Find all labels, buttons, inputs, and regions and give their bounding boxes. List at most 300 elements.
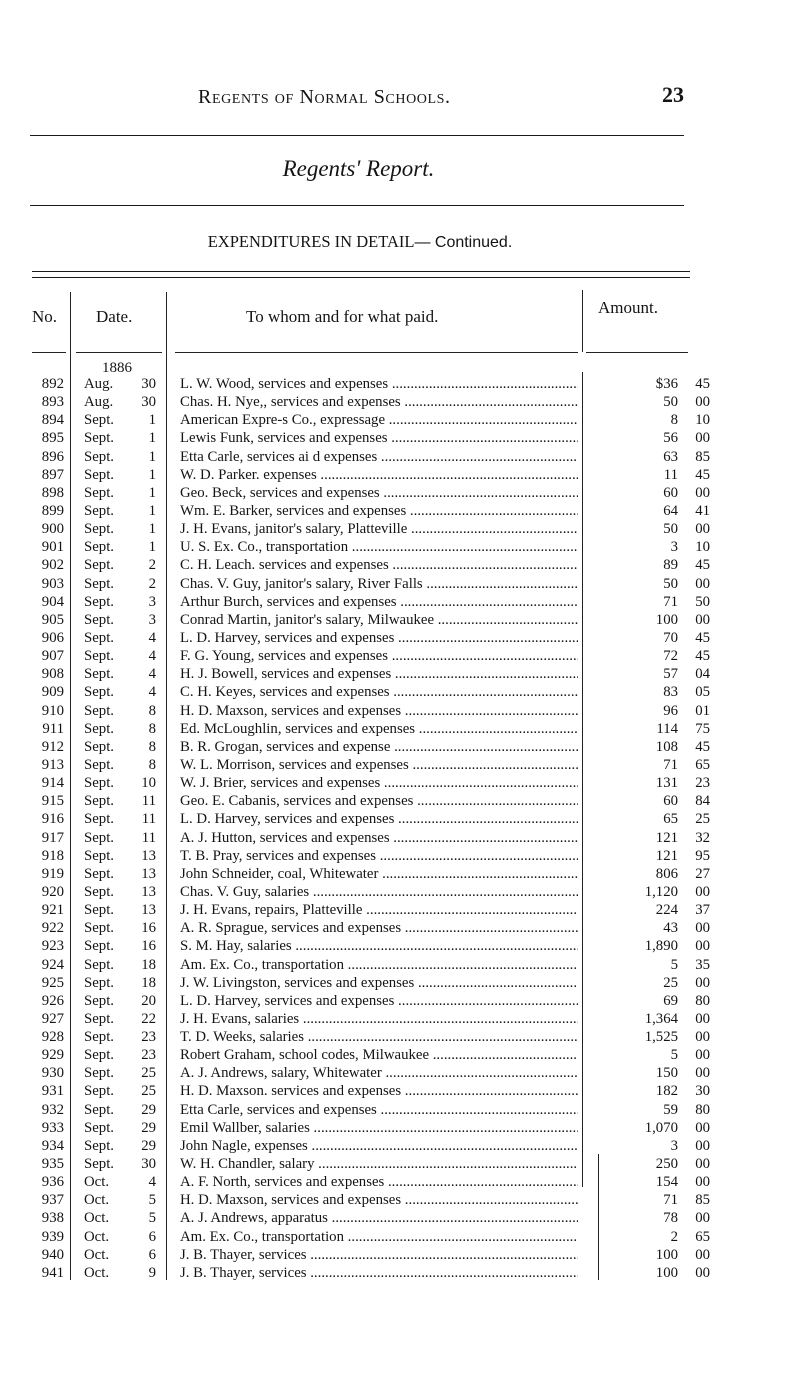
- entry-month: Sept.: [84, 629, 115, 646]
- entry-month: Sept.: [84, 992, 115, 1009]
- entry-month: Sept.: [84, 430, 115, 447]
- entry-dollars: 224: [655, 902, 678, 919]
- header-underline: [175, 352, 578, 353]
- entry-day: 1: [148, 466, 156, 483]
- entry-dollars: 100: [655, 1246, 678, 1263]
- entry-payee: T. B. Pray, services and expenses .....: [180, 847, 578, 865]
- entry-day: 23: [141, 1029, 156, 1046]
- entry-cents: 00: [695, 1246, 710, 1263]
- entry-payee: J. H. Evans, repairs, Platteville .....: [180, 901, 578, 919]
- entry-dollars: 60: [663, 484, 678, 501]
- entry-month: Sept.: [84, 720, 115, 737]
- entry-payee: C. H. Leach. services and expenses .....: [180, 556, 578, 574]
- entry-day: 13: [141, 865, 156, 882]
- entry-dollars: 83: [663, 684, 678, 701]
- entry-cents: 85: [695, 1192, 710, 1209]
- entry-number: 922: [41, 920, 64, 937]
- entry-cents: 80: [695, 992, 710, 1009]
- entry-month: Oct.: [84, 1210, 110, 1227]
- entry-day: 8: [148, 738, 156, 755]
- entry-payee: B. R. Grogan, services and expense .....: [180, 738, 578, 756]
- entry-number: 906: [41, 629, 64, 646]
- entry-cents: 00: [695, 1174, 710, 1191]
- entry-dollars: $36: [655, 376, 678, 392]
- entry-day: 20: [141, 992, 156, 1009]
- entry-cents: 37: [695, 902, 710, 919]
- entry-dollars: 69: [663, 992, 678, 1009]
- entry-month: Sept.: [84, 883, 115, 900]
- section-title: Regents' Report.: [282, 156, 435, 181]
- entry-month: Sept.: [84, 611, 115, 628]
- entry-number: 919: [41, 865, 64, 882]
- entry-payee: J. H. Evans, janitor's salary, Platteville .....: [180, 520, 578, 538]
- entry-month: Sept.: [84, 1119, 115, 1136]
- table-row: [0, 901, 797, 919]
- entry-month: Sept.: [84, 938, 115, 955]
- entry-cents: 23: [695, 775, 710, 792]
- column-header-payee: To whom and for what paid.: [246, 307, 439, 326]
- entry-payee: Chas. H. Nye,, services and expenses .....: [180, 393, 578, 411]
- table-row: [0, 810, 797, 828]
- entry-payee: H. D. Maxson. services and expenses .....: [180, 1082, 578, 1100]
- entry-cents: 25: [695, 811, 710, 828]
- table-row: [0, 411, 797, 429]
- entry-cents: 80: [695, 1101, 710, 1118]
- entry-payee: U. S. Ex. Co., transportation .....: [180, 538, 578, 556]
- entry-cents: 10: [695, 539, 710, 556]
- entry-month: Oct.: [84, 1192, 110, 1209]
- entry-cents: 65: [695, 1228, 710, 1245]
- entry-number: 900: [41, 521, 64, 538]
- table-row: [0, 1173, 797, 1191]
- entry-dollars: 3: [670, 1137, 678, 1154]
- entry-number: 915: [41, 793, 64, 810]
- entry-number: 939: [41, 1228, 64, 1245]
- entry-dollars: 121: [655, 847, 678, 864]
- entry-month: Sept.: [84, 1065, 115, 1082]
- entry-dollars: 96: [663, 702, 678, 719]
- entry-month: Sept.: [84, 1047, 115, 1064]
- entry-dollars: 3: [670, 539, 678, 556]
- table-row: [0, 1082, 797, 1100]
- entry-number: 918: [41, 847, 64, 864]
- table-row: [0, 556, 797, 574]
- table-top-rule: [32, 277, 690, 278]
- entry-cents: 45: [695, 557, 710, 574]
- entry-payee: H. J. Bowell, services and expenses .....: [180, 665, 578, 683]
- table-top-rule: [32, 271, 690, 272]
- entry-payee: Ed. McLoughlin, services and expenses .....: [180, 720, 578, 738]
- table-row: [0, 937, 797, 955]
- table-row: [0, 575, 797, 593]
- table-row: [0, 1228, 797, 1246]
- entry-number: 895: [41, 430, 64, 447]
- entry-day: 13: [141, 847, 156, 864]
- entry-payee: J. B. Thayer, services .....: [180, 1246, 578, 1264]
- column-header-date: Date.: [96, 307, 133, 326]
- entry-number: 926: [41, 992, 64, 1009]
- entry-day: 6: [148, 1246, 156, 1263]
- entry-payee: L. D. Harvey, services and expenses .....: [180, 992, 578, 1010]
- entry-dollars: 1,070: [644, 1119, 678, 1136]
- entry-number: 897: [41, 466, 64, 483]
- table-row: [0, 1191, 797, 1209]
- entry-payee: American Expre-s Co., expressage .....: [180, 411, 578, 429]
- entry-number: 913: [41, 756, 64, 773]
- entry-payee: Geo. Beck, services and expenses .....: [180, 484, 578, 502]
- table-row: [0, 883, 797, 901]
- entry-number: 938: [41, 1210, 64, 1227]
- entry-day: 1: [148, 412, 156, 429]
- table-row: [0, 829, 797, 847]
- entry-month: Sept.: [84, 575, 115, 592]
- entry-dollars: 5: [670, 956, 678, 973]
- table-row: [0, 738, 797, 756]
- entry-number: 908: [41, 666, 64, 683]
- column-divider: [582, 290, 583, 352]
- header-underline: [76, 352, 162, 353]
- entry-dollars: 72: [663, 648, 678, 665]
- entry-cents: 00: [695, 1156, 710, 1173]
- table-row: [0, 1137, 797, 1155]
- entry-day: 1: [148, 484, 156, 501]
- entry-dollars: 182: [655, 1083, 678, 1100]
- entry-payee: L. D. Harvey, services and expenses .....: [180, 629, 578, 647]
- table-row: [0, 393, 797, 411]
- table-row: [0, 466, 797, 484]
- entry-day: 16: [141, 938, 156, 955]
- entry-month: Sept.: [84, 738, 115, 755]
- entry-cents: 00: [695, 920, 710, 937]
- entry-number: 930: [41, 1065, 64, 1082]
- entry-dollars: 806: [655, 865, 678, 882]
- entry-payee: W. L. Morrison, services and expenses .....: [180, 756, 578, 774]
- running-head: [0, 82, 797, 112]
- entry-payee: C. H. Keyes, services and expenses .....: [180, 683, 578, 701]
- table-row: [0, 702, 797, 720]
- entry-dollars: 71: [663, 756, 678, 773]
- entry-day: 11: [141, 793, 156, 810]
- entry-payee: H. D. Maxson, services and expenses .....: [180, 1191, 578, 1209]
- table-row: [0, 520, 797, 538]
- entry-cents: 00: [695, 1065, 710, 1082]
- entry-dollars: 64: [663, 502, 678, 519]
- entry-number: 923: [41, 938, 64, 955]
- entry-dollars: 43: [663, 920, 678, 937]
- entry-cents: 00: [695, 430, 710, 447]
- entry-cents: 45: [695, 376, 710, 392]
- entry-dollars: 57: [663, 666, 678, 683]
- entry-payee: Chas. V. Guy, janitor's salary, River Falls .....: [180, 575, 578, 593]
- entry-month: Sept.: [84, 865, 115, 882]
- entry-cents: 45: [695, 648, 710, 665]
- table-row: [0, 792, 797, 810]
- entry-payee: A. F. North, services and expenses .....: [180, 1173, 578, 1191]
- entry-payee: L. D. Harvey, services and expenses .....: [180, 810, 578, 828]
- entry-cents: 10: [695, 412, 710, 429]
- entry-payee: W. J. Brier, services and expenses .....: [180, 774, 578, 792]
- entry-number: 903: [41, 575, 64, 592]
- entry-month: Sept.: [84, 539, 115, 556]
- entry-dollars: 78: [663, 1210, 678, 1227]
- entry-cents: 04: [695, 666, 710, 683]
- entry-month: Sept.: [84, 1010, 115, 1027]
- entry-cents: 50: [695, 593, 710, 610]
- page-number: 23: [662, 82, 684, 107]
- entry-payee: Emil Wallber, salaries .....: [180, 1119, 578, 1137]
- entry-number: 901: [41, 539, 64, 556]
- entry-cents: 05: [695, 684, 710, 701]
- entry-month: Sept.: [84, 1137, 115, 1154]
- entry-cents: 00: [695, 611, 710, 628]
- entry-cents: 32: [695, 829, 710, 846]
- entry-number: 929: [41, 1047, 64, 1064]
- entry-cents: 00: [695, 938, 710, 955]
- divider: [30, 205, 684, 206]
- entry-month: Sept.: [84, 521, 115, 538]
- entry-cents: 95: [695, 847, 710, 864]
- entry-month: Sept.: [84, 775, 115, 792]
- entry-number: 933: [41, 1119, 64, 1136]
- entry-dollars: 70: [663, 629, 678, 646]
- entry-payee: F. G. Young, services and expenses .....: [180, 647, 578, 665]
- entry-number: 934: [41, 1137, 64, 1154]
- entry-number: 935: [41, 1156, 64, 1173]
- entry-cents: 35: [695, 956, 710, 973]
- entry-cents: 00: [695, 575, 710, 592]
- entry-payee: Am. Ex. Co., transportation .....: [180, 1228, 578, 1246]
- header-underline: [32, 352, 66, 353]
- entry-cents: 75: [695, 720, 710, 737]
- entry-day: 1: [148, 539, 156, 556]
- entry-dollars: 25: [663, 974, 678, 991]
- entry-number: 917: [41, 829, 64, 846]
- entry-month: Sept.: [84, 1156, 115, 1173]
- entry-payee: J. H. Evans, salaries .....: [180, 1010, 578, 1028]
- entry-day: 2: [148, 557, 156, 574]
- entry-number: 924: [41, 956, 64, 973]
- column-header-no: No.: [32, 307, 58, 326]
- entry-month: Sept.: [84, 484, 115, 501]
- entry-number: 916: [41, 811, 64, 828]
- table-row: [0, 502, 797, 520]
- entry-number: 909: [41, 684, 64, 701]
- entry-month: Oct.: [84, 1264, 110, 1281]
- entry-cents: 65: [695, 756, 710, 773]
- table-caption-continued: — Continued.: [414, 234, 513, 251]
- entry-dollars: 59: [663, 1101, 678, 1118]
- entry-cents: 27: [695, 865, 710, 882]
- entry-cents: 45: [695, 466, 710, 483]
- entry-dollars: 56: [663, 430, 678, 447]
- entry-month: Sept.: [84, 1083, 115, 1100]
- entry-cents: 00: [695, 1119, 710, 1136]
- expenditure-table-body: [0, 375, 797, 1282]
- table-row: [0, 1028, 797, 1046]
- entry-day: 4: [148, 648, 156, 665]
- entry-dollars: 71: [663, 593, 678, 610]
- entry-payee: A. J. Hutton, services and expenses .....: [180, 829, 578, 847]
- entry-month: Sept.: [84, 666, 115, 683]
- entry-cents: 00: [695, 484, 710, 501]
- entry-dollars: 50: [663, 394, 678, 411]
- entry-day: 29: [141, 1119, 156, 1136]
- entry-payee: A. J. Andrews, apparatus .....: [180, 1209, 578, 1227]
- entry-payee: S. M. Hay, salaries .....: [180, 937, 578, 955]
- table-row: [0, 1209, 797, 1227]
- entry-day: 4: [148, 629, 156, 646]
- entry-day: 30: [141, 1156, 156, 1173]
- table-row: [0, 1246, 797, 1264]
- entry-dollars: 250: [655, 1156, 678, 1173]
- table-row: [0, 647, 797, 665]
- table-caption-main: EXPENDITURES IN DETAIL: [207, 232, 415, 251]
- entry-number: 925: [41, 974, 64, 991]
- entry-dollars: 50: [663, 521, 678, 538]
- entry-month: Sept.: [84, 902, 115, 919]
- entry-number: 905: [41, 611, 64, 628]
- entry-day: 1: [148, 448, 156, 465]
- entry-cents: 30: [695, 1083, 710, 1100]
- entry-cents: 00: [695, 1210, 710, 1227]
- entry-number: 910: [41, 702, 64, 719]
- entry-number: 921: [41, 902, 64, 919]
- entry-payee: John Nagle, expenses .....: [180, 1137, 578, 1155]
- entry-day: 29: [141, 1137, 156, 1154]
- entry-month: Sept.: [84, 502, 115, 519]
- table-row: [0, 683, 797, 701]
- entry-month: Sept.: [84, 811, 115, 828]
- entry-month: Oct.: [84, 1174, 110, 1191]
- entry-payee: W. D. Parker. expenses .....: [180, 466, 578, 484]
- entry-number: 927: [41, 1010, 64, 1027]
- entry-day: 4: [148, 666, 156, 683]
- entry-number: 896: [41, 448, 64, 465]
- entry-payee: L. W. Wood, services and expenses .....: [180, 375, 578, 393]
- entry-month: Sept.: [84, 1029, 115, 1046]
- entry-day: 30: [141, 376, 156, 392]
- table-row: [0, 538, 797, 556]
- entry-month: Sept.: [84, 684, 115, 701]
- entry-month: Aug.: [84, 394, 114, 411]
- table-row: [0, 1064, 797, 1082]
- entry-month: Sept.: [84, 829, 115, 846]
- entry-number: 940: [41, 1246, 64, 1263]
- entry-day: 1: [148, 430, 156, 447]
- entry-dollars: 65: [663, 811, 678, 828]
- entry-number: 937: [41, 1192, 64, 1209]
- entry-dollars: 1,364: [644, 1010, 678, 1027]
- entry-day: 4: [148, 1174, 156, 1191]
- entry-number: 931: [41, 1083, 64, 1100]
- entry-cents: 45: [695, 738, 710, 755]
- entry-payee: Lewis Funk, services and expenses .....: [180, 429, 578, 447]
- entry-day: 9: [148, 1264, 156, 1281]
- entry-payee: A. R. Sprague, services and expenses .....: [180, 919, 578, 937]
- entry-month: Oct.: [84, 1246, 110, 1263]
- entry-dollars: 131: [655, 775, 678, 792]
- entry-number: 912: [41, 738, 64, 755]
- table-row: [0, 1119, 797, 1137]
- entry-dollars: 100: [655, 611, 678, 628]
- entry-number: 907: [41, 648, 64, 665]
- table-row: [0, 774, 797, 792]
- table-row: [0, 375, 797, 393]
- entry-dollars: 63: [663, 448, 678, 465]
- entry-number: 892: [41, 376, 64, 392]
- entry-dollars: 2: [670, 1228, 678, 1245]
- table-row: [0, 429, 797, 447]
- entry-payee: Conrad Martin, janitor's salary, Milwaukee .....: [180, 611, 578, 629]
- column-header-amount: Amount.: [598, 298, 658, 317]
- entry-payee: A. J. Andrews, salary, Whitewater .....: [180, 1064, 578, 1082]
- entry-cents: 00: [695, 394, 710, 411]
- table-row: [0, 665, 797, 683]
- table-row: [0, 593, 797, 611]
- entry-day: 29: [141, 1101, 156, 1118]
- entry-number: 893: [41, 394, 64, 411]
- entry-month: Sept.: [84, 702, 115, 719]
- entry-payee: Am. Ex. Co., transportation .....: [180, 956, 578, 974]
- entry-day: 13: [141, 883, 156, 900]
- entry-day: 25: [141, 1083, 156, 1100]
- entry-day: 25: [141, 1065, 156, 1082]
- entry-month: Sept.: [84, 920, 115, 937]
- entry-day: 2: [148, 575, 156, 592]
- entry-day: 13: [141, 902, 156, 919]
- entry-month: Sept.: [84, 847, 115, 864]
- entry-month: Sept.: [84, 557, 115, 574]
- entry-cents: 01: [695, 702, 710, 719]
- entry-day: 8: [148, 720, 156, 737]
- year-label: 1886: [102, 360, 132, 376]
- entry-dollars: 5: [670, 1047, 678, 1064]
- entry-payee: Etta Carle, services ai d expenses .....: [180, 448, 578, 466]
- running-title: Regents of Normal Schools.: [198, 86, 451, 108]
- entry-cents: 00: [695, 883, 710, 900]
- table-row: [0, 919, 797, 937]
- entry-cents: 00: [695, 974, 710, 991]
- entry-cents: 45: [695, 629, 710, 646]
- table-row: [0, 1264, 797, 1282]
- entry-day: 11: [141, 829, 156, 846]
- entry-number: 941: [41, 1264, 64, 1281]
- entry-number: 898: [41, 484, 64, 501]
- entry-day: 22: [141, 1010, 156, 1027]
- divider: [30, 135, 684, 136]
- entry-number: 920: [41, 883, 64, 900]
- entry-month: Sept.: [84, 593, 115, 610]
- table-row: [0, 956, 797, 974]
- entry-month: Sept.: [84, 793, 115, 810]
- entry-payee: Wm. E. Barker, services and expenses .....: [180, 502, 578, 520]
- entry-day: 3: [148, 593, 156, 610]
- entry-number: 904: [41, 593, 64, 610]
- table-row: [0, 974, 797, 992]
- table-row: [0, 448, 797, 466]
- entry-month: Sept.: [84, 448, 115, 465]
- table-row: [0, 1046, 797, 1064]
- entry-day: 11: [141, 811, 156, 828]
- entry-payee: Geo. E. Cabanis, services and expenses .....: [180, 792, 578, 810]
- entry-cents: 84: [695, 793, 710, 810]
- table-row: [0, 611, 797, 629]
- entry-day: 8: [148, 702, 156, 719]
- entry-cents: 00: [695, 1029, 710, 1046]
- entry-cents: 00: [695, 1010, 710, 1027]
- entry-number: 911: [42, 720, 64, 737]
- entry-dollars: 8: [670, 412, 678, 429]
